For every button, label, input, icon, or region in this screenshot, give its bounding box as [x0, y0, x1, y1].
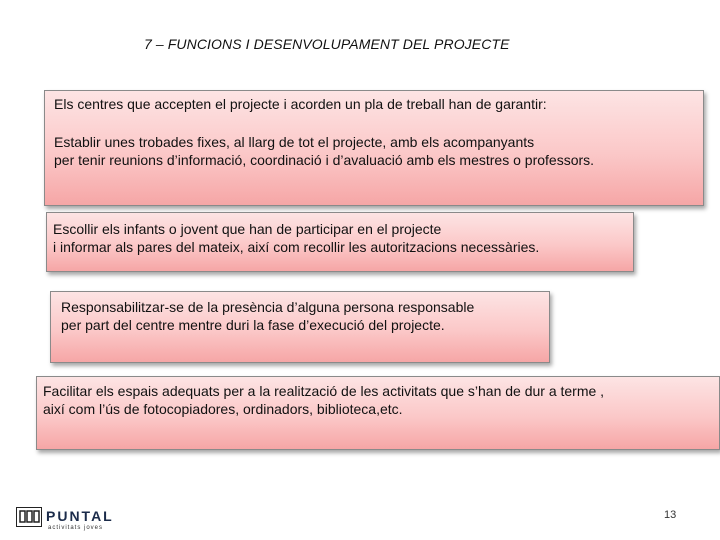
requirement-box [46, 212, 634, 272]
box-text-line: per part del centre mentre duri la fase d’execució del projecte. [61, 317, 445, 333]
puntal-logo [16, 501, 114, 537]
box-text-line: per tenir reunions d’informació, coordinació i d’avaluació amb els mestres o professors. [54, 152, 595, 168]
requirement-box [36, 376, 720, 450]
intro-text: Els centres que accepten el projecte i acorden un pla de treball han de garantir: [54, 96, 547, 112]
box-text-line: així com l’ús de fotocopiadores, ordinadors, biblioteca,etc. [43, 401, 403, 417]
box-text-line: i informar als pares del mateix, així com recollir les autoritzacions necessàries. [53, 239, 540, 255]
logo-text: PUNTAL [46, 508, 114, 524]
puntal-logo-icon [16, 507, 42, 527]
box-text-line: Establir unes trobades fixes, al llarg de tot el projecte, amb els acompanyants [54, 134, 535, 150]
slide-title: 7 – FUNCIONS I DESENVOLUPAMENT DEL PROJECTE [144, 36, 510, 52]
logo-subtext: activitats joves [48, 525, 104, 531]
requirements-intro-box [44, 90, 704, 206]
box-text-line: Escollir els infants o jovent que han de participar en el projecte [53, 221, 442, 237]
page-number: 13 [664, 509, 677, 521]
requirement-box [50, 291, 550, 363]
box-text-line: Facilitar els espais adequats per a la realització de les activitats que s’han de dur a terme , [43, 383, 605, 399]
box-text-line: Responsabilitzar-se de la presència d’alguna persona responsable [61, 299, 475, 315]
